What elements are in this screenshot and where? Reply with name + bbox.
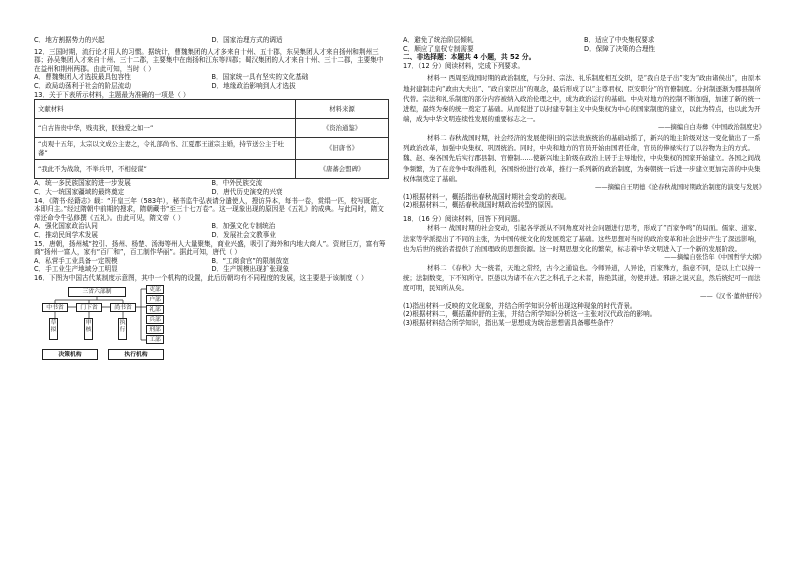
q15-options-row2 [34,265,389,274]
option[interactable]: C．手工业生产地域分工明显 [34,265,118,274]
left-column [34,36,389,363]
question-12: 12．三国时期，流行论才用人的习惯。据统计，曹魏集团的人才多来自十州、五十郡，东吴集团人才来自扬州和荆州三郡；孙吴集团人才来自十州、三十二郡，主要集中在南扬和江东等四郡；蜀汉集团的人才来自十州、三十二郡，主要集中在益州和荆州两郡。由此可知，当时（ ） [34,47,384,73]
question-17: 17．（12 分）阅读材料，完成下列要求。 [403,61,525,70]
table-header: 材料来源 [296,100,389,119]
question-18: 18．（16 分）阅读材料，回答下列问题。 [403,214,525,223]
table-header-row [35,100,389,119]
option[interactable]: D．发展社会文教事业 [211,230,276,239]
option[interactable]: C．地方割据势力的兴起 [34,36,105,44]
option[interactable]: B．适应了中央集权要求 [584,36,655,44]
material-citation: ——《汉书·董仲舒传》 [700,293,765,301]
option[interactable]: B．中外民族交流 [211,179,263,188]
question-13: 13．关于下表所示材料，主题最为准确的一项是（ ） [34,90,190,99]
table-cell: 《资治通鉴》 [296,119,389,138]
material-citation: ——摘编自王明德《论春秋战国时期政治制度的演变与发展》 [594,184,765,191]
diagram-menxia-box: 门下省 [76,303,102,312]
diagram-execute-box: 执行 [118,318,127,340]
material-passage: 材料二 春秋战国时期，社会经济的发展使得旧的宗法贵族统治的基础动摇了，新兴的地主阶级对这一变化做出了一系列政治改革，加强中央集权、巩固统治。同时，中央和地方的官员开始由国君任命，官员的俸禄实行了以谷物为主的方式。魏、赵、秦各国先后实行郡县制、官僚制……使新兴地主阶级在政治上居于主导地位，中央集权的国家开始建立。各国之间战争频繁，为了在竞争中取得胜利，各国纷纷进行改革，推行一系列新的政治制度，为秦朝统一后进一步建立更加完善的中央集权体制奠定了基础。 [403,133,761,183]
question-14: 14．《隋书·经籍志》载：“开皇三年（583年），秘书监牛弘表请分遣使人，搜访异本，每书一卷，赏绢一匹，校写既定，本即归主。”经过隋朝中前期的搜求，隋朝藏书“至三十七万卷”。这一现象出现的原因是《五礼》的成典。与此同时，隋文帝还命令牛弘修撰《五礼》。由此可见，隋文帝（ ） [34,196,384,222]
q13-options-row2 [34,188,389,197]
material-citation: ——摘编自白寿彝《中国政治制度史》 [657,124,765,132]
diagram-shangshu-box: 尚书省 [110,303,136,312]
sub-question: (1)指出材料一反映的文化现象，并结合所学知识分析出现这种现象的时代背景。 [403,301,637,310]
option[interactable]: D．地缘政治影响到人才选拔 [211,81,296,90]
source-table [34,99,389,179]
section-heading: 二、非选择题：本题共 4 小题，共 52 分。 [403,53,536,62]
q13-options-row1 [34,179,389,188]
table-cell: “贞观十五年，太宗以文成公主妻之，令礼部尚书、江夏郡王道宗主婚，持节送公主于吐蕃” [35,138,296,160]
diagram-zhongshu-box: 中书省 [42,303,68,312]
table-cell: “自古皆贵中华，贱夷狄，朕独爱之如一” [35,119,296,138]
option[interactable]: A．曹魏集团人才选拔最具包容性 [34,73,131,82]
q14-options-row2 [34,231,389,240]
option[interactable]: A．私营手工业具备一定规模 [34,256,118,265]
diagram-ministry-box: 户部 [146,295,164,304]
sub-question: (2)根据材料二，概括董仲舒的主张，并结合所学知识分析这一主张对汉代政治的影响。 [403,310,657,319]
table-cell: 《唐蕃会盟碑》 [296,160,389,179]
diagram-decision-box: 决策机构 [42,349,98,360]
diagram-review-box: 审核 [84,318,93,340]
question-16: 16．下图为中国古代某制度示意图，其中一个机构的设置，此后历朝均有不同程度的发展，这主要是于该制度（ ） [34,273,368,282]
table-cell: 《旧唐书》 [296,138,389,160]
three-departments-diagram [40,285,168,363]
diagram-ministry-box: 吏部 [146,285,164,294]
diagram-ministry-box: 礼部 [146,305,164,314]
option[interactable]: A．避免了统治阶层倾轧 [403,36,474,44]
option[interactable]: B．加强文化专制统治 [211,222,276,231]
table-row [35,119,389,138]
material-passage: 材料二 《春秋》大一统者，天地之常经，古今之通谊也。今师异道，人异论，百家殊方，指意不同，是以上亡以持一统；法制数变，下不知所守。臣愚以为诸不在六艺之科孔子之术者，皆绝其道，勿使并进。邪辟之说灭息，然后统纪可一而法度可明，民知所从矣。 [403,263,761,292]
option[interactable]: D．保障了决策的合理性 [584,44,656,53]
question-15: 15．唐朝，扬州城“控引、扬州、杨楚、汤海等州人大量聚集，商业兴盛，吸引了海外和内地大商人”。资财巨万，富有筹商“扬州一富人，家有“百厂和”，百工制作华丽”。据此可知，唐代（ ） [34,239,386,257]
option[interactable]: C．大一统国家疆域的最终奠定 [34,187,125,196]
material-citation: ——摘编自张岱年《中国哲学大纲》 [664,253,765,261]
table-header: 文献材料 [35,100,296,119]
sub-question: (2)根据材料二，概括春秋战国时期政治转型的原因。 [403,201,558,210]
q16-options-row2 [403,45,765,54]
option[interactable]: C．推动民间学术发展 [34,230,98,239]
table-cell: “我此不为战敌，不举兵甲，不相侵谋” [35,160,296,179]
option[interactable]: B．国家统一具有坚实的文化基础 [211,73,309,82]
diagram-top-box: 三省六部制 [68,287,126,297]
sub-question: (3)根据材料结合所学知识，指出某一思想成为统治思想需具备哪些条件？ [403,318,617,327]
right-column [403,36,765,328]
option[interactable]: D．国家治理方式的调适 [211,36,283,44]
q15-options-row1 [34,257,389,266]
diagram-ministry-box: 兵部 [146,315,164,324]
q14-options-row1 [34,222,389,231]
option[interactable]: B．“工商食官”的限制放宽 [211,256,289,265]
q16-options-row1 [403,36,765,45]
material-passage: 材料一 战国时期的社会变动，引起各学派从不同角度对社会问题进行思考，形成了“百家争鸣”的局面。儒家、道家、法家等学派提出了不同的主张，为中国传统文化的发展奠定了基础。这些思想对当时的政治变革和社会进步产生了深远影响，也为后世的统治者提供了治国理政的思想资源。这一时期思想文化的繁荣，标志着中华文明进入了一个新的发展阶段。 [403,224,761,253]
option[interactable]: A．统一多民族国家的进一步发展 [34,179,131,188]
q12-options-row2 [34,82,389,91]
option[interactable]: C．顺应了皇权专制需要 [403,44,474,53]
option[interactable]: D．生产规模出现扩张现象 [211,265,290,274]
q12-options-row1 [34,73,389,82]
sub-question: (1)根据材料一，概括指出春秋战国时期社会变动的表现。 [403,192,571,201]
option[interactable]: D．唐代历史演变的兴衰 [211,187,283,196]
diagram-exec-box: 执行机构 [108,349,164,360]
diagram-draft-box: 草拟 [49,318,58,340]
table-row [35,160,389,179]
diagram-ministry-box: 刑部 [146,325,164,334]
option[interactable]: A．强化国家政治认同 [34,222,98,231]
diagram-ministry-box: 工部 [146,335,164,344]
option[interactable]: C．政局动荡利于社会的阶层流动 [34,81,131,90]
material-passage: 材料一 西周至战国时期的政治制度，与分封、宗法、礼乐制度相互交织，是“我自是子出”变为“政由诸侯出”，由原本地封建制走向“政由大夫出”、“政自家臣出”的观念，最后形成了以“主尊君权、臣安职分”的官僚制度。分封制逐渐为郡县制所代替。宗法和礼乐制度的部分内容被纳入政治伦理之中，成为政治运行的基础。中央对地方的控制不断加强，加速了新的统一进程，最终为秦的统一奠定了基础。从而促进了以封建专制主义中央集权为中心的国家制度的建立，以此为特点，也以此为开端，成为中华文明连续性发展的重要标志之一。 [403,74,761,124]
table-row [35,138,389,160]
q11-options [34,36,389,45]
